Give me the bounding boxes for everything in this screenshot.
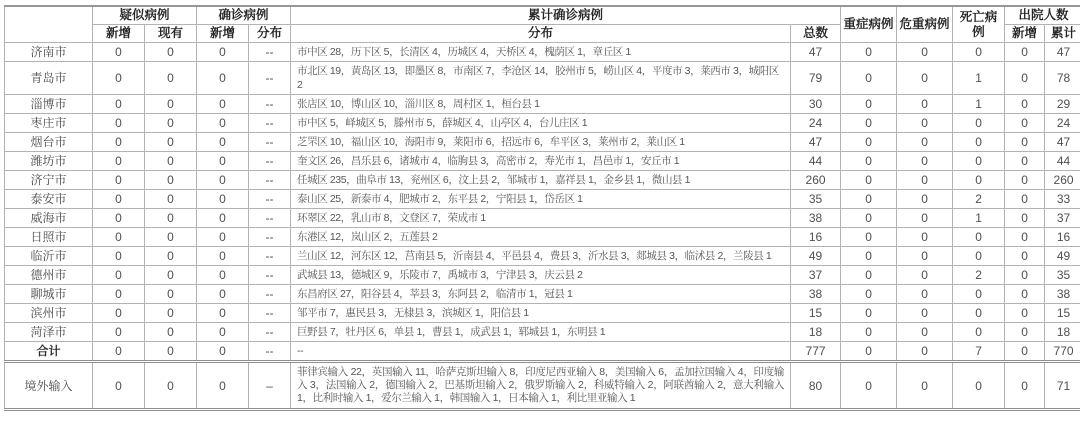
cell-suspected-current: 0 — [145, 285, 197, 304]
cell-discharged-new: 0 — [1005, 152, 1045, 171]
cell-suspected-new: 0 — [93, 266, 145, 285]
row-label: 滨州市 — [5, 304, 93, 323]
cell-confirmed-new: 0 — [197, 362, 249, 410]
header-corner-cell — [5, 6, 93, 43]
cell-confirmed-new: 0 — [197, 62, 249, 95]
table-row — [5, 342, 1080, 362]
header-cumulative-confirmed-cases: 累计确诊病例 — [291, 6, 841, 25]
cell-discharged-new: 0 — [1005, 62, 1045, 95]
cell-cumulative-dist: 任城区 235，曲阜市 13，兖州区 6，汶上县 2，邹城市 1，嘉祥县 1，金乡县 1，微山县 1 — [291, 171, 791, 190]
cell-confirmed-dist: -- — [249, 171, 291, 190]
cell-discharged-new: 0 — [1005, 133, 1045, 152]
cell-critical: 0 — [897, 133, 953, 152]
cell-suspected-current: 0 — [145, 228, 197, 247]
table-row — [5, 285, 1080, 304]
table-row — [5, 209, 1080, 228]
cell-confirmed-dist: -- — [249, 304, 291, 323]
cell-cumulative-dist: -- — [291, 342, 791, 362]
table-row — [5, 95, 1080, 114]
cell-death: 2 — [953, 266, 1005, 285]
subheader-discharged-total: 累计 — [1045, 25, 1080, 43]
table-row — [5, 247, 1080, 266]
cell-discharged-total: 15 — [1045, 304, 1080, 323]
cell-death: 0 — [953, 362, 1005, 410]
cell-discharged-total: 44 — [1045, 152, 1080, 171]
cell-critical: 0 — [897, 62, 953, 95]
cell-suspected-current: 0 — [145, 114, 197, 133]
cell-discharged-total: 78 — [1045, 62, 1080, 95]
cell-discharged-new: 0 — [1005, 342, 1045, 362]
cell-critical: 0 — [897, 209, 953, 228]
cell-suspected-new: 0 — [93, 362, 145, 410]
table-row — [5, 152, 1080, 171]
cell-confirmed-dist: -- — [249, 43, 291, 62]
row-label: 境外输入 — [5, 362, 93, 410]
cell-cumulative-dist: 市北区 19，黄岛区 13，即墨区 8，市南区 7，李沧区 14，胶州市 5，崂山区 4，平度市 3，莱西市 3，城阳区 2 — [291, 62, 791, 95]
cell-cumulative-total: 260 — [791, 171, 841, 190]
cell-cumulative-dist: 巨野县 7，牡丹区 6，单县 1，曹县 1，成武县 1，郓城县 1，东明县 1 — [291, 323, 791, 342]
row-label: 枣庄市 — [5, 114, 93, 133]
cell-confirmed-new: 0 — [197, 342, 249, 362]
cell-death: 0 — [953, 285, 1005, 304]
header-discharged: 出院人数 — [1005, 6, 1080, 25]
subheader-confirmed-new: 新增 — [197, 25, 249, 43]
header-group-row — [5, 6, 1080, 25]
cell-severe: 0 — [841, 190, 897, 209]
cell-confirmed-dist: – — [249, 362, 291, 410]
cell-confirmed-new: 0 — [197, 190, 249, 209]
header-suspected-cases: 疑似病例 — [93, 6, 197, 25]
cell-confirmed-dist: -- — [249, 95, 291, 114]
cell-death: 0 — [953, 171, 1005, 190]
row-label: 德州市 — [5, 266, 93, 285]
cell-suspected-current: 0 — [145, 323, 197, 342]
cell-discharged-new: 0 — [1005, 114, 1045, 133]
subheader-cumulative-total: 总数 — [791, 25, 841, 43]
table-row — [5, 114, 1080, 133]
subheader-suspected-current: 现有 — [145, 25, 197, 43]
cell-suspected-new: 0 — [93, 43, 145, 62]
cell-suspected-current: 0 — [145, 247, 197, 266]
cell-suspected-current: 0 — [145, 43, 197, 62]
cell-confirmed-new: 0 — [197, 133, 249, 152]
cell-discharged-new: 0 — [1005, 304, 1045, 323]
row-label: 济南市 — [5, 43, 93, 62]
cell-confirmed-dist: -- — [249, 285, 291, 304]
cell-suspected-new: 0 — [93, 190, 145, 209]
cell-suspected-current: 0 — [145, 133, 197, 152]
cell-cumulative-total: 37 — [791, 266, 841, 285]
cell-discharged-new: 0 — [1005, 209, 1045, 228]
row-label: 淄博市 — [5, 95, 93, 114]
cell-suspected-current: 0 — [145, 304, 197, 323]
cell-suspected-new: 0 — [93, 171, 145, 190]
cell-confirmed-dist: -- — [249, 247, 291, 266]
cell-death: 0 — [953, 114, 1005, 133]
cell-severe: 0 — [841, 323, 897, 342]
cell-discharged-total: 35 — [1045, 266, 1080, 285]
cell-discharged-new: 0 — [1005, 323, 1045, 342]
cell-confirmed-new: 0 — [197, 209, 249, 228]
table-row — [5, 362, 1080, 410]
cell-critical: 0 — [897, 152, 953, 171]
cell-suspected-new: 0 — [93, 209, 145, 228]
cell-severe: 0 — [841, 133, 897, 152]
cell-death: 1 — [953, 209, 1005, 228]
table-row — [5, 266, 1080, 285]
cell-confirmed-dist: -- — [249, 133, 291, 152]
cell-discharged-total: 49 — [1045, 247, 1080, 266]
cell-confirmed-new: 0 — [197, 43, 249, 62]
cell-severe: 0 — [841, 247, 897, 266]
cell-death: 1 — [953, 62, 1005, 95]
cell-suspected-current: 0 — [145, 190, 197, 209]
cell-severe: 0 — [841, 342, 897, 362]
cell-death: 0 — [953, 133, 1005, 152]
cell-confirmed-dist: -- — [249, 323, 291, 342]
cell-death: 2 — [953, 190, 1005, 209]
cell-critical: 0 — [897, 266, 953, 285]
cell-severe: 0 — [841, 304, 897, 323]
table-row — [5, 133, 1080, 152]
cell-suspected-new: 0 — [93, 285, 145, 304]
cell-cumulative-total: 79 — [791, 62, 841, 95]
cell-severe: 0 — [841, 362, 897, 410]
cell-confirmed-new: 0 — [197, 228, 249, 247]
cell-cumulative-total: 38 — [791, 209, 841, 228]
table-row — [5, 304, 1080, 323]
cell-discharged-total: 37 — [1045, 209, 1080, 228]
cell-cumulative-dist: 兰山区 12，河东区 12，莒南县 5，沂南县 4，平邑县 4，费县 3，沂水县 3，郯城县 3，临沭县 2，兰陵县 1 — [291, 247, 791, 266]
cell-discharged-total: 260 — [1045, 171, 1080, 190]
cell-discharged-total: 16 — [1045, 228, 1080, 247]
row-label: 聊城市 — [5, 285, 93, 304]
cell-confirmed-dist: -- — [249, 190, 291, 209]
cell-cumulative-total: 44 — [791, 152, 841, 171]
row-label: 菏泽市 — [5, 323, 93, 342]
cell-suspected-current: 0 — [145, 152, 197, 171]
cell-discharged-total: 33 — [1045, 190, 1080, 209]
cell-severe: 0 — [841, 266, 897, 285]
table-row — [5, 190, 1080, 209]
cell-death: 1 — [953, 95, 1005, 114]
cell-discharged-new: 0 — [1005, 362, 1045, 410]
cell-death: 0 — [953, 323, 1005, 342]
cell-confirmed-new: 0 — [197, 95, 249, 114]
table-header — [5, 6, 1080, 43]
row-label: 日照市 — [5, 228, 93, 247]
cell-cumulative-dist: 邹平市 7，惠民县 3，无棣县 3，滨城区 1，阳信县 1 — [291, 304, 791, 323]
cell-critical: 0 — [897, 342, 953, 362]
row-label: 威海市 — [5, 209, 93, 228]
cell-cumulative-total: 15 — [791, 304, 841, 323]
cell-suspected-new: 0 — [93, 228, 145, 247]
cell-suspected-new: 0 — [93, 152, 145, 171]
cell-death: 0 — [953, 43, 1005, 62]
header-death-cases: 死亡病例 — [953, 6, 1005, 43]
cell-cumulative-dist: 环翠区 22，乳山市 8，文登区 7，荣成市 1 — [291, 209, 791, 228]
cell-confirmed-dist: -- — [249, 62, 291, 95]
cell-critical: 0 — [897, 190, 953, 209]
cell-suspected-new: 0 — [93, 247, 145, 266]
cell-cumulative-dist: 菲律宾输入 22，英国输入 11，哈萨克斯坦输入 8，印度尼西亚输入 8，美国输入 6，孟加拉国输入 4，印度输入 3，法国输入 2，德国输入 2，巴基斯坦输入 2，俄罗斯输入 2，科威特输入 2，阿联酋输入 2，意大利输入 1，比利时输入 1，爱尔兰输入 1，韩国输入 1，日本输入 1，利比里亚输入 1 — [291, 362, 791, 410]
cell-discharged-total: 770 — [1045, 342, 1080, 362]
cell-severe: 0 — [841, 43, 897, 62]
cell-critical: 0 — [897, 95, 953, 114]
cell-critical: 0 — [897, 285, 953, 304]
cell-cumulative-total: 18 — [791, 323, 841, 342]
cell-confirmed-new: 0 — [197, 323, 249, 342]
cell-cumulative-total: 47 — [791, 133, 841, 152]
cell-critical: 0 — [897, 304, 953, 323]
cell-cumulative-total: 777 — [791, 342, 841, 362]
cell-discharged-new: 0 — [1005, 43, 1045, 62]
cell-discharged-total: 47 — [1045, 43, 1080, 62]
epidemic-cases-table — [4, 5, 1080, 411]
cell-confirmed-dist: -- — [249, 114, 291, 133]
cell-discharged-new: 0 — [1005, 247, 1045, 266]
cell-suspected-current: 0 — [145, 62, 197, 95]
cell-severe: 0 — [841, 228, 897, 247]
table-row — [5, 62, 1080, 95]
cell-suspected-new: 0 — [93, 114, 145, 133]
cell-confirmed-new: 0 — [197, 266, 249, 285]
cell-suspected-current: 0 — [145, 171, 197, 190]
cell-confirmed-new: 0 — [197, 171, 249, 190]
cell-cumulative-total: 35 — [791, 190, 841, 209]
cell-suspected-new: 0 — [93, 323, 145, 342]
cell-cumulative-dist: 奎文区 26，昌乐县 6，诸城市 4，临朐县 3，高密市 2，寿光市 1，昌邑市 1，安丘市 1 — [291, 152, 791, 171]
cell-confirmed-dist: -- — [249, 266, 291, 285]
cell-critical: 0 — [897, 171, 953, 190]
cell-confirmed-dist: -- — [249, 209, 291, 228]
table-row — [5, 43, 1080, 62]
row-label: 烟台市 — [5, 133, 93, 152]
cell-cumulative-total: 47 — [791, 43, 841, 62]
cell-discharged-total: 71 — [1045, 362, 1080, 410]
subheader-suspected-new: 新增 — [93, 25, 145, 43]
subheader-confirmed-dist: 分布 — [249, 25, 291, 43]
subheader-discharged-new: 新增 — [1005, 25, 1045, 43]
cell-suspected-new: 0 — [93, 342, 145, 362]
table-row — [5, 171, 1080, 190]
cell-confirmed-new: 0 — [197, 114, 249, 133]
cell-suspected-new: 0 — [93, 95, 145, 114]
header-severe-cases: 重症病例 — [841, 6, 897, 43]
cell-discharged-total: 18 — [1045, 323, 1080, 342]
table-row — [5, 228, 1080, 247]
cell-discharged-new: 0 — [1005, 171, 1045, 190]
cell-suspected-new: 0 — [93, 304, 145, 323]
cell-critical: 0 — [897, 247, 953, 266]
cell-severe: 0 — [841, 95, 897, 114]
table-body — [5, 43, 1080, 410]
cell-suspected-current: 0 — [145, 95, 197, 114]
cell-discharged-new: 0 — [1005, 95, 1045, 114]
cell-critical: 0 — [897, 228, 953, 247]
cell-confirmed-dist: -- — [249, 342, 291, 362]
cell-suspected-new: 0 — [93, 62, 145, 95]
cell-confirmed-new: 0 — [197, 304, 249, 323]
cell-severe: 0 — [841, 209, 897, 228]
header-critical-cases: 危重病例 — [897, 6, 953, 43]
cell-discharged-total: 24 — [1045, 114, 1080, 133]
row-label: 合计 — [5, 342, 93, 362]
cell-confirmed-dist: -- — [249, 152, 291, 171]
cell-severe: 0 — [841, 152, 897, 171]
cell-death: 0 — [953, 304, 1005, 323]
cell-cumulative-dist: 芝罘区 10，福山区 10，海阳市 9，莱阳市 6，招远市 6，牟平区 3，莱州市 2，莱山区 1 — [291, 133, 791, 152]
cell-severe: 0 — [841, 114, 897, 133]
cell-cumulative-dist: 泰山区 25，新泰市 4，肥城市 2，东平县 2，宁阳县 1，岱岳区 1 — [291, 190, 791, 209]
cell-death: 0 — [953, 247, 1005, 266]
cell-severe: 0 — [841, 62, 897, 95]
row-label: 临沂市 — [5, 247, 93, 266]
cell-discharged-new: 0 — [1005, 228, 1045, 247]
cell-cumulative-dist: 东昌府区 27，阳谷县 4，莘县 3，东阿县 2，临清市 1，冠县 1 — [291, 285, 791, 304]
row-label: 青岛市 — [5, 62, 93, 95]
cell-cumulative-total: 80 — [791, 362, 841, 410]
cell-cumulative-dist: 东港区 12，岚山区 2，五莲县 2 — [291, 228, 791, 247]
cell-confirmed-new: 0 — [197, 247, 249, 266]
cell-suspected-current: 0 — [145, 209, 197, 228]
cell-severe: 0 — [841, 171, 897, 190]
cell-cumulative-total: 24 — [791, 114, 841, 133]
cell-cumulative-dist: 市中区 28，历下区 5，长清区 4，历城区 4，天桥区 4，槐荫区 1，章丘区 1 — [291, 43, 791, 62]
cell-cumulative-total: 30 — [791, 95, 841, 114]
header-confirmed-cases: 确诊病例 — [197, 6, 291, 25]
row-label: 济宁市 — [5, 171, 93, 190]
cell-confirmed-new: 0 — [197, 152, 249, 171]
cell-suspected-current: 0 — [145, 266, 197, 285]
cell-confirmed-new: 0 — [197, 285, 249, 304]
cell-discharged-new: 0 — [1005, 266, 1045, 285]
cell-confirmed-dist: -- — [249, 228, 291, 247]
cell-suspected-current: 0 — [145, 362, 197, 410]
cell-discharged-total: 47 — [1045, 133, 1080, 152]
cell-cumulative-total: 38 — [791, 285, 841, 304]
cell-death: 0 — [953, 228, 1005, 247]
cell-cumulative-dist: 市中区 5，峄城区 5，滕州市 5，薛城区 4，山亭区 4，台儿庄区 1 — [291, 114, 791, 133]
cell-discharged-new: 0 — [1005, 285, 1045, 304]
cell-death: 0 — [953, 152, 1005, 171]
cell-critical: 0 — [897, 43, 953, 62]
row-label: 潍坊市 — [5, 152, 93, 171]
cell-severe: 0 — [841, 285, 897, 304]
cell-suspected-new: 0 — [93, 133, 145, 152]
row-label: 泰安市 — [5, 190, 93, 209]
cell-discharged-total: 38 — [1045, 285, 1080, 304]
cell-critical: 0 — [897, 114, 953, 133]
subheader-cumulative-dist: 分布 — [291, 25, 791, 43]
cell-cumulative-total: 16 — [791, 228, 841, 247]
cell-cumulative-dist: 张店区 10，博山区 10，淄川区 8，周村区 1，桓台县 1 — [291, 95, 791, 114]
cell-death: 7 — [953, 342, 1005, 362]
cell-cumulative-dist: 武城县 13，德城区 9，乐陵市 7，禹城市 3，宁津县 3，庆云县 2 — [291, 266, 791, 285]
cell-critical: 0 — [897, 362, 953, 410]
cell-critical: 0 — [897, 323, 953, 342]
cell-discharged-total: 29 — [1045, 95, 1080, 114]
cell-discharged-new: 0 — [1005, 190, 1045, 209]
cell-suspected-current: 0 — [145, 342, 197, 362]
table-row — [5, 323, 1080, 342]
cell-cumulative-total: 49 — [791, 247, 841, 266]
